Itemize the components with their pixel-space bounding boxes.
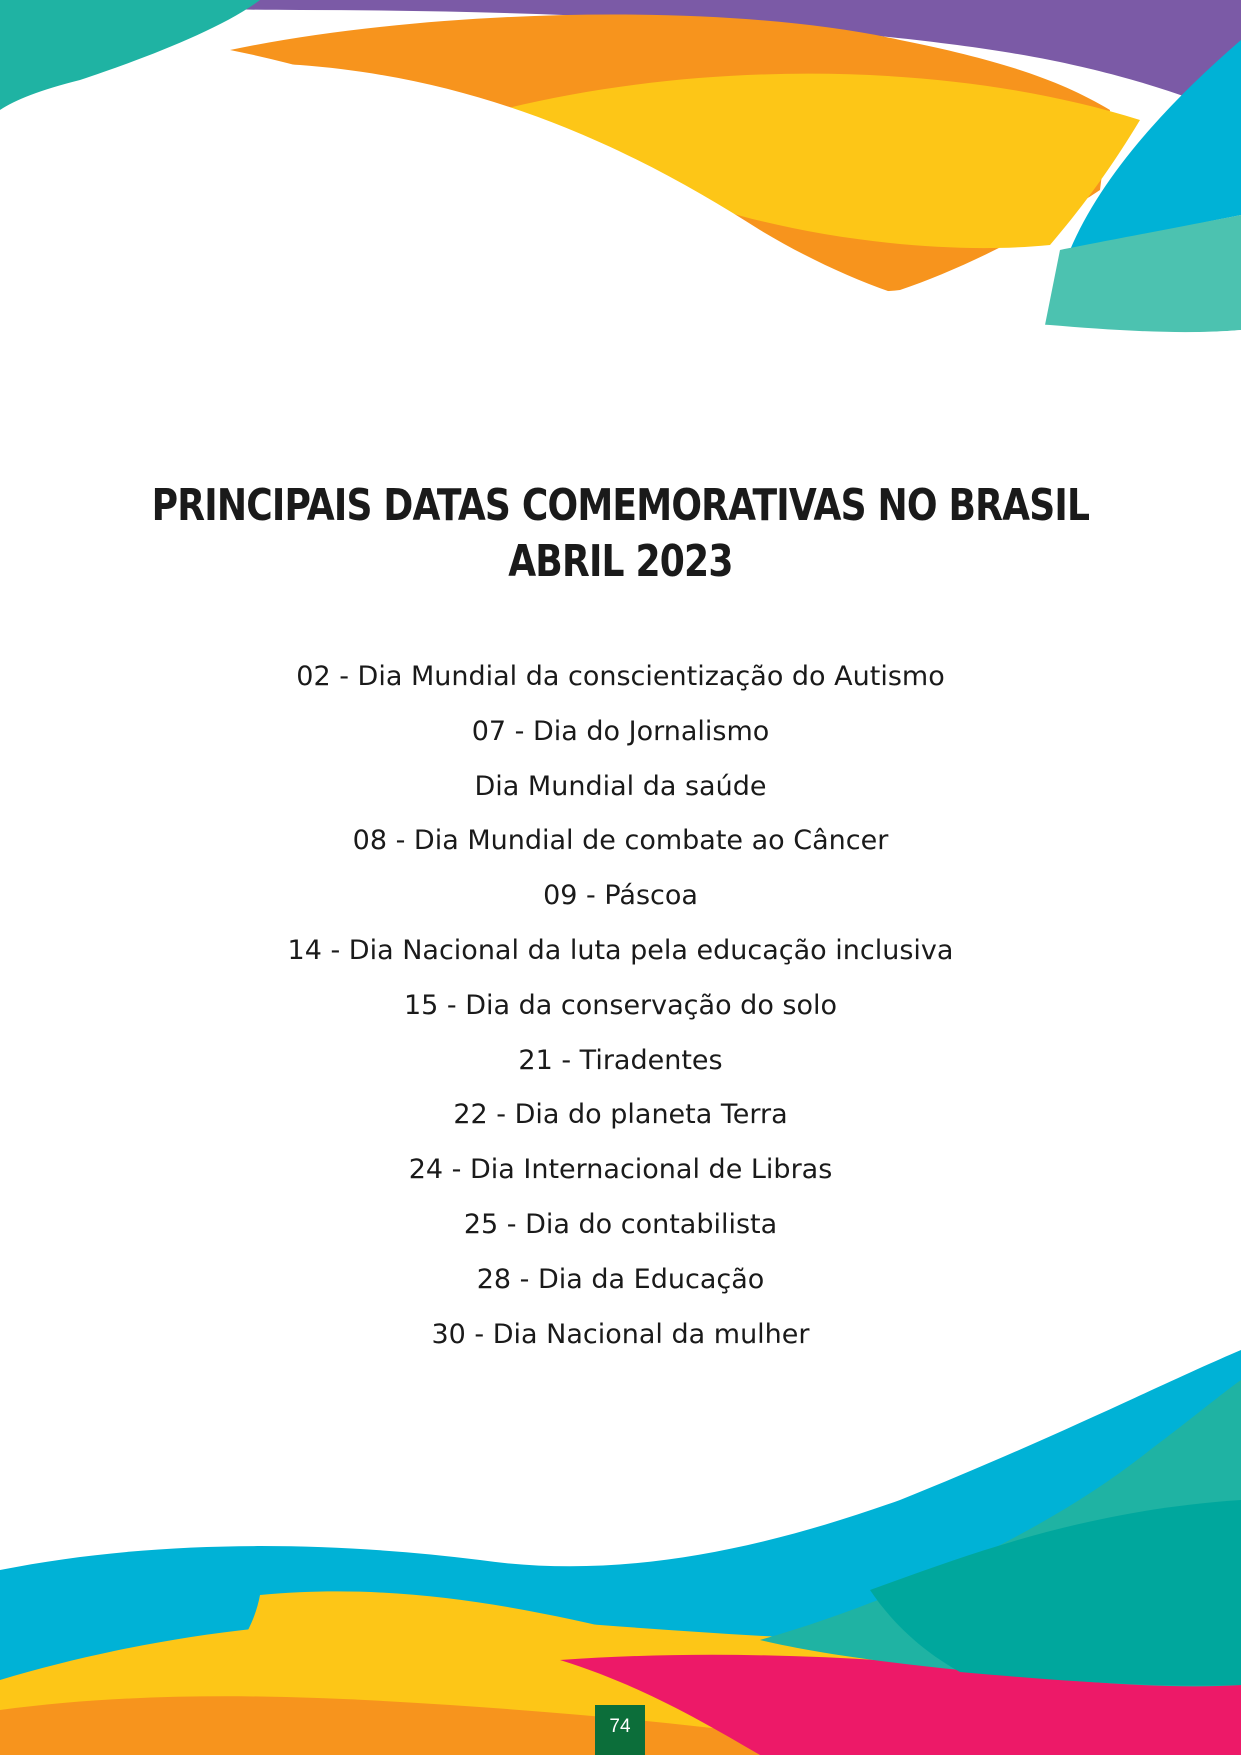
date-item: 07 - Dia do Jornalismo [471, 715, 770, 747]
page-title [112, 478, 1130, 590]
bottom-wave-decoration [0, 1350, 1241, 1755]
date-item: 24 - Dia Internacional de Libras [408, 1154, 833, 1186]
date-item: 15 - Dia da conservação do solo [403, 989, 838, 1021]
date-item: 30 - Dia Nacional da mulher [431, 1318, 810, 1350]
page-number: 74 [595, 1705, 645, 1755]
date-item: 14 - Dia Nacional da luta pela educação inclusiva [287, 934, 954, 966]
date-item: Dia Mundial da saúde [474, 770, 767, 802]
date-item: 21 - Tiradentes [518, 1044, 723, 1076]
date-item: 02 - Dia Mundial da conscientização do Autismo [296, 661, 945, 692]
top-wave-decoration [0, 0, 1241, 340]
date-item: 09 - Páscoa [543, 880, 698, 912]
date-item: 28 - Dia da Educação [476, 1263, 765, 1295]
date-item: 25 - Dia do contabilista [463, 1208, 778, 1240]
commemorative-dates-list [0, 650, 1241, 1362]
date-item: 08 - Dia Mundial de combate ao Câncer [352, 825, 889, 857]
title-line-1: PRINCIPAIS DATAS COMEMORATIVAS NO BRASIL [151, 480, 1090, 531]
title-line-2: ABRIL 2023 [508, 536, 733, 587]
date-item: 22 - Dia do planeta Terra [453, 1099, 788, 1131]
